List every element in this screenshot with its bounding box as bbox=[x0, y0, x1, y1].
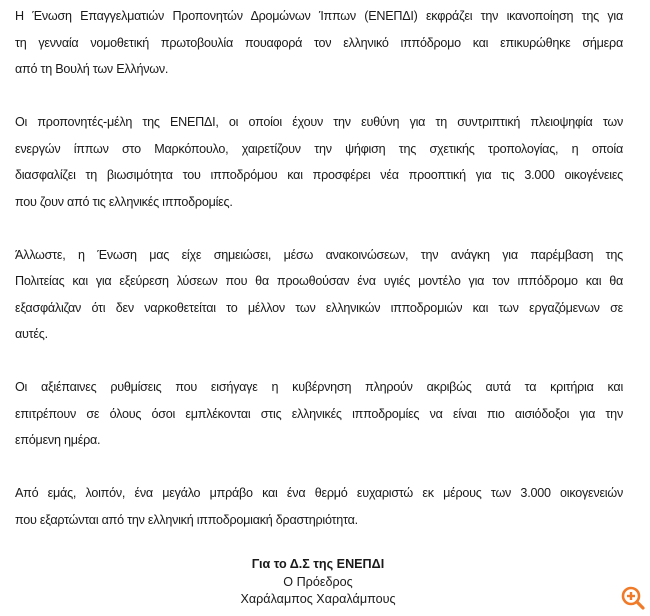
text-line: ενεργών ίππων στο Μαρκόπουλο, χαιρετίζουν την ψήφιση της σχετικής τροπολογίας, η οποία bbox=[15, 141, 623, 156]
text-line: που ζουν από τις ελληνικές ιπποδρομίες. bbox=[15, 194, 233, 209]
text-line: Από εμάς, λοιπόν, ένα μεγάλο μπράβο και ένα θερμό ευχαριστώ εκ μέρους των 3.000 οικογενειών bbox=[15, 486, 623, 500]
text-line: επόμενη ημέρα. bbox=[15, 433, 101, 447]
paragraph bbox=[15, 483, 623, 536]
text-line: εξασφάλιζαν ότι δεν ναρκοθετείται το μέλλον των ελληνικών ιπποδρομιών και των εργαζόμενων σε bbox=[15, 300, 623, 315]
text-line: Η Ένωση Επαγγελματιών Προπονητών Δρομώνων Ίππων (ΕΝΕΠΔΙ) εκφράζει την ικανοποίηση της για bbox=[15, 9, 623, 23]
text-line: Οι αξιέπαινες ρυθμίσεις που εισήγαγε η κυβέρνηση πληρούν ακριβώς αυτά τα κριτήρια και bbox=[15, 380, 623, 394]
document-body bbox=[15, 6, 623, 563]
paragraph bbox=[15, 377, 623, 457]
text-line: Οι προπονητές-μέλη της ΕΝΕΠΔΙ, οι οποίοι έχουν την ευθύνη για τη συντριπτική πλειοψηφία των bbox=[15, 115, 623, 129]
text-line: που εξαρτώνται από την ελληνική ιπποδρομιακή δραστηριότητα. bbox=[15, 512, 358, 527]
signature-block bbox=[0, 556, 636, 609]
text-line: τη γενναία νομοθετική πρωτοβουλία πουαφορά τον ελληνικό ιππόδρομο και επικυρώθηκε σήμερα bbox=[15, 35, 623, 50]
paragraph bbox=[15, 112, 623, 218]
paragraph bbox=[15, 6, 623, 86]
text-line: από τη Βουλή των Ελλήνων. bbox=[15, 62, 169, 76]
text-line: Πολιτείας και για εξεύρεση λύσεων που θα προωθούσαν ένα υγιές μοντέλο για τον ιππόδρομο και θα bbox=[15, 274, 623, 288]
signature-org: Για το Δ.Σ της ΕΝΕΠΔΙ bbox=[251, 557, 385, 571]
signature-title: Ο Πρόεδρος bbox=[283, 574, 353, 589]
paragraph bbox=[15, 245, 623, 351]
zoom-in-icon[interactable] bbox=[620, 585, 646, 611]
signature-name: Χαράλαμπος Χαραλάμπους bbox=[240, 592, 396, 606]
text-line: επιτρέπουν σε όλους όσοι εμπλέκονται στις ελληνικές ιπποδρομίες να είναι πιο αισιόδοξοι για την bbox=[15, 406, 623, 421]
text-line: αυτές. bbox=[15, 327, 48, 341]
text-line: Άλλωστε, η Ένωση μας είχε σημειώσει, μέσω ανακοινώσεων, την ανάγκη για παρέμβαση της bbox=[15, 247, 623, 262]
text-line: διασφαλίζει τη βιωσιμότητα του ιπποδρόμου και προσφέρει νέα προοπτική για τις 3.000 οικογένειες bbox=[15, 168, 623, 182]
